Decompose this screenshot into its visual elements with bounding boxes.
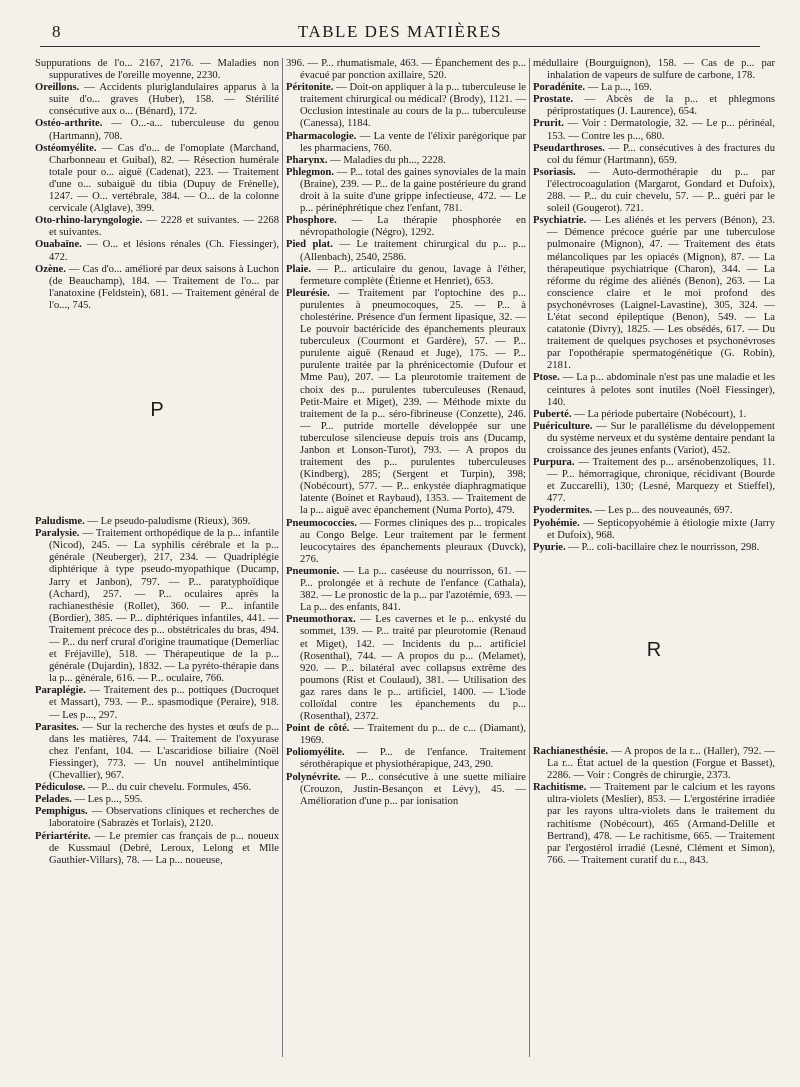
index-entry: Psychiatrie. — Les aliénés et les pervers (Bénon), 23. — Démence précoce guérie par une tuberculose pulmonaire (Mignon), 47. — Traitement des états mélancoliques par les opiacés (Mignon), 87. — La thérapeutique psychiatrique (Charon), 344. — La réforme du régime des aliénés (Benon), 263. — La conscience claire et le moi profond des psychonévroses (Laignel-Lavastine), 305, 324. — L'état second épileptique (Benon), 549. — La catatonie (Divry), 1825. — Les obsédés, 617. — Du traitement de quelques psychoses et psychonévroses par l'opothérapie spermatogénétique (G. Robin), 2181. (533, 215, 775, 372)
entries-p-cont (286, 58, 526, 808)
index-entry: Rachianesthésie. — A propos de la r... (Haller), 792. — La r... État actuel de la question (Forgue et Basset), 2286. — Voir : Congrès de chirurgie, 2373. (533, 745, 775, 782)
index-entry: Puberté. — La période pubertaire (Nobécourt), 1. (533, 408, 747, 420)
index-entry: Pharmacologie. — La vente de l'élixir parégorique par les pharmaciens, 760. (286, 130, 526, 154)
index-entry: Oreillons. — Accidents pluriglandulaires apparus à la suite d'o... graves (Huber), 158. — Stérilité consécutive aux o... (Bénard), 172. (35, 82, 279, 118)
index-entry: Suppurations de l'o... 2167, 2176. — Maladies non suppuratives de l'oreille moyenne, 2230. (35, 58, 279, 82)
index-entry: Paraplégie. — Traitement des p... pottiques (Ducroquet et Massart), 793. — P... spasmodique (Peraire), 918. — Les p..., 297. (35, 685, 279, 721)
index-column-3 (533, 58, 775, 867)
index-entry: Pied plat. — Le traitement chirurgical du p... p... (Allenbach), 2540, 2586. (286, 239, 526, 263)
index-entry: Rachitisme. — Traitement par le calcium et les rayons ultra-violets (Meslier), 853. — L'ergostérine irradiée par les rayons ultra-violets dans le traitement du rachitisme (Nobécourt), 465 (Armand-Delille et Bertrand), 478. — Le rachitisme, 665. — Traitement par l'ergostérol irradié (Lesné, Clément et Simon), 766. — Traitement curatif du r..., 843. (533, 782, 775, 866)
section-letter-r: R (646, 638, 662, 661)
index-entry: Paludisme. — Le pseudo-paludisme (Rieux), 369. (35, 516, 251, 528)
index-entry: Pemphigus. — Observations cliniques et recherches de laboratoire (Sabrazès et Torlais), 2120. (35, 806, 279, 830)
index-entry: Pyohémie. — Septicopyohémie à étiologie mixte (Jarry et Dufoix), 968. (533, 517, 775, 541)
index-entry: Polynévrite. — P... consécutive à une suette miliaire (Crouzon, Justin-Besançon et Lévy), 45. — Amélioration d'une p... par ionisation (286, 771, 526, 807)
index-entry: Périartérite. — Le premier cas français de p... noueux de Kussmaul (Debré, Leroux, Lelong et Mlle Gauthier-Villars), 78. — La p... noueuse, (35, 830, 279, 866)
index-entry: 396. — P... rhumatismale, 463. — Épanchement des p... évacué par ponction axillaire, 520. (286, 58, 526, 82)
index-entry: Pédiculose. — P... du cuir chevelu. Formules, 456. (35, 782, 251, 794)
index-entry: Point de côté. — Traitement du p... de c... (Diamant), 1969. (286, 723, 526, 747)
index-entry: Pyodermites. — Les p... des nouveaunés, 697. (533, 505, 733, 517)
index-entry: Puériculture. — Sur le parallélisme du développement du système nerveux et du système dentaire pendant la croissance des jeunes enfants (Variot), 452. (533, 420, 775, 456)
section-letter-p: P (150, 398, 164, 421)
entries-p-end (533, 58, 775, 554)
column-separator (529, 58, 530, 1057)
index-entry: Psoriasis. — Auto-dermothérapie du p... par l'électrocoagulation (Margarot, Gondard et Dufoix), 288. — P... du cuir chevelu, 57. — P... guéri par le soleil (Gougerot). 721. (533, 166, 775, 215)
index-entry: Pelades. — Les p..., 595. (35, 794, 143, 806)
index-entry: Pneumococcies. — Formes cliniques des p... tropicales au Congo Belge. Leur traitement par le ferment leucocytaires des épanchements pleuraux (Duvck), 276. (286, 517, 526, 565)
index-entry: Pleurésie. — Traitement par l'optochine des p... purulentes à pneumocoques, 25. — P... à cholestérine. Présence d'un ferment lipasique, 32. — Le pouvoir bactéricide des épanchements pleuraux tuberculeux (Courmont et Gardère), 57. — P... purulente aiguë (Renaud et Juge), 175. — P... purulente traitée par la phrénicectomie (Dufour et Mme Pau), 207. — La pleurotomie traitement de choix des p... purulentes tuberculeuses (Renaud, Petit-Maire et Miget), 239. — Méthode mixte du traitement de la p... séro-fibrineuse (Conzette), 246. — P... putride mortelle développée sur une tuberculose silencieuse depuis trois ans (Ducamp, Janbon et Lonson-Turot), 793. — A propos du traitement des p... purulentes tuberculeuses (Kindberg), 285; (Sergent et Turpin), 398; (Nobécourt), 577. — P... enkystée diaphragmatique latente (Boinet et Raybaud), 1353. — Traitement de la p... aiguë avec épanchement (Numa Porto), 479. (286, 287, 526, 517)
index-column-1 (35, 58, 279, 867)
index-column-2 (286, 58, 526, 808)
index-entry: Pneumothorax. — Les cavernes et le p... enkysté du sommet, 139. — P... traité par pleurotomie (Renaud et Miget), 142. — Incidents du p... artificiel (Rosenthal), 744. — A propos du p... (Melamet), 920. — P... bilatéral avec collapsus extrême des poumons (Rist et Coulaud), 381. — Utilisation des gaz rares dans le p... artificiel, 1400. — L'iode colloïdal contre les épanchements du p... (Rosenthal), 2372. (286, 614, 526, 723)
index-entry: Prostate. — Abcès de la p... et phlegmons périprostatiques (J. Laurence), 654. (533, 94, 775, 118)
page-number: 8 (52, 22, 61, 41)
column-separator (282, 58, 283, 1057)
index-entry: Pseudarthroses. — P... consécutives à des fractures du col du fémur (Hartmann), 659. (533, 142, 775, 166)
index-entry: Prurit. — Voir : Dermatologie, 32. — Le p... périnéal, 153. — Contre les p..., 680. (533, 118, 775, 142)
entries-p (35, 516, 279, 867)
entries-o (35, 58, 279, 312)
index-entry: Ostéo-arthrite. — O...-a... tuberculeuse du genou (Hartmann), 708. (35, 118, 279, 142)
index-entry: Péritonite. — Doit-on appliquer à la p... tuberculeuse le traitement chirurgical ou médical? (Brody), 1121. — Occlusion intestinale au cours de la p... tuberculeuse (Canessa), 1184. (286, 82, 526, 130)
index-entry: Pharynx. — Maladies du ph..., 2228. (286, 154, 446, 166)
index-entry: Purpura. — Traitement des p... arsénobenzoliques, 11. — P... hémorragique, chronique, récidivant (Bourde et Zuccarelli), 130; (Lesné, Marquezy et Stieffel), 477. (533, 457, 775, 505)
index-entry: Poradénite. — La p..., 169. (533, 82, 652, 94)
index-entry: Ouabaïne. — O... et lésions rénales (Ch. Fiessinger), 472. (35, 239, 279, 263)
index-entry: Phlegmon. — P... total des gaines synoviales de la main (Braine), 239. — P... de la gaine postérieure du grand droit à la suite d'une grippe infectieuse, 472. — Le p... périnéphrétique chez l'enfant, 781. (286, 166, 526, 215)
index-entry: Phosphore. — La thérapie phosphorée en névropathologie (Négro), 1292. (286, 215, 526, 239)
index-entry: Pneumonie. — La p... caséeuse du nourrisson, 61. — P... prolongée et à rechute de l'enfance (Cathala), 382. — Le pronostic de la p... par l'azotémie, 693. — La p... des enfants, 841. (286, 565, 526, 614)
index-entry: Paralysie. — Traitement orthopédique de la p... infantile (Nicod), 245. — La syphilis cérébrale et la p... générale (Neuberger), 217, 234. — Quadriplégie diphtérique à type pseudo-myopathique (Ducamp, Jarry et Janbon), 797. — P... paratyphoïdique (Achard), 257. — P... oculaires après la rachianesthésie (Rollet), 360. — P... infantile (Bordier), 385. — P... diphtériques infantiles, 441. — Traitement précoce des p... obstétricales du bras, 494. — P... du nerf crural d'origine traumatique (Demerliac et Fréjaville), 518. — Thérapeutique de la p... générale (Dujardin), 1832. — La pyréto-thérapie dans la p... générale, 616. — P... oculaire, 766. (35, 528, 279, 685)
header-rule (40, 46, 760, 47)
index-entry: Parasites. — Sur la recherche des hystes et œufs de p... dans les matières, 744. — Traitement de l'oxyurase chez l'enfant, 104. — L'ascaridiose biliaire (Noël Fiessinger), 773. — Un nouvel antihelmintique (Chevallier), 967. (35, 721, 279, 782)
index-entry: Plaie. — P... articulaire du genou, lavage à l'éther, fermeture complète (Étienne et Henriet), 653. (286, 263, 526, 287)
index-entry: médullaire (Bourguignon), 158. — Cas de p... par inhalation de vapeurs de sulfure de carbone, 178. (533, 58, 775, 82)
index-entry: Poliomyélite. — P... de l'enfance. Traitement sérothérapique et physiothérapique, 243, 290. (286, 747, 526, 771)
index-entry: Pyurie. — P... coli-bacillaire chez le nourrisson, 298. (533, 541, 760, 553)
index-entry: Ptose. — La p... abdominale n'est pas une maladie et les ceintures à pelotes sont inutiles (Noël Fiessinger), 140. (533, 372, 775, 408)
index-entry: Ostéomyélite. — Cas d'o... de l'omoplate (Marchand, Charbonneau et Guibal), 82. — Résection humérale totale pour o... aiguë (Cadenat), 223. — Traitement d'une o... subaiguë du tibia (Dupuy de Frénelle), 1247. — O... vertébrale, 384. — O... de la colonne cervicale (Alglave), 399. (35, 142, 279, 215)
index-entry: Oto-rhino-laryngologie. — 2228 et suivantes. — 2268 et suivantes. (35, 215, 279, 239)
running-head: TABLE DES MATIÈRES (297, 22, 503, 41)
index-entry: Ozène. — Cas d'o... amélioré par deux saisons à Luchon (de Beauchamp), 184. — Traitement de l'o... par l'anatoxine (Feldstein), 681. — Traitement général de l'o..., 745. (35, 263, 279, 311)
entries-r (533, 746, 775, 867)
